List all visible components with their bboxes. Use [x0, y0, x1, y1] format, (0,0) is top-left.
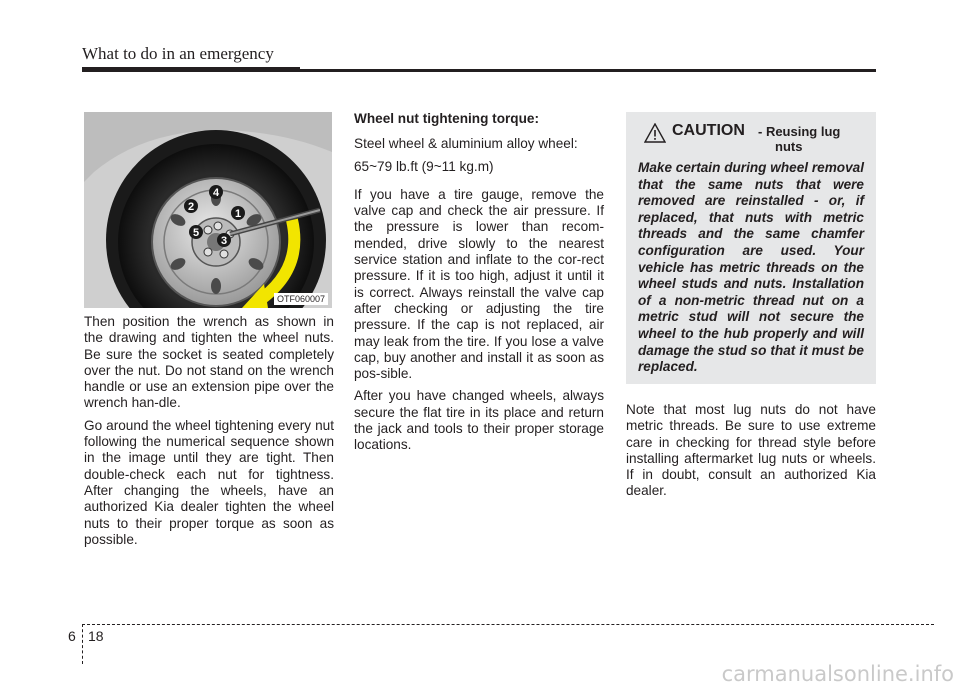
caution-subtitle-line2: nuts	[775, 139, 803, 154]
warning-triangle-icon	[644, 123, 666, 143]
torque-value: 65~79 lb.ft (9~11 kg.m)	[354, 158, 494, 174]
wrench-position-paragraph: Then position the wrench as shown in the drawing and tighten the wheel nuts. Be sure the socket is seated completely over the nut. Do not stand on the wrench handle or use an extension pipe over the wrench han-dle.	[84, 314, 334, 411]
watermark-text: carmanualsonline.info	[721, 662, 954, 686]
sequence-label-2: 2	[187, 201, 195, 213]
store-flat-tire-paragraph: After you have changed wheels, always secure the flat tire in its place and return the jack and tools to their proper storage locations.	[354, 388, 604, 453]
sequence-label-5: 5	[192, 227, 200, 239]
caution-box	[626, 112, 876, 384]
sequence-label-3: 3	[220, 235, 228, 247]
page-section-number: 6	[68, 628, 76, 644]
middle-column	[354, 111, 604, 460]
caution-header	[636, 122, 866, 160]
caution-subtitle-line1: - Reusing lug	[758, 124, 841, 139]
running-header-title: What to do in an emergency	[82, 44, 274, 63]
caution-subtitle	[758, 124, 868, 154]
caution-body-text: Make certain during wheel removal that the same nuts that were removed are reinstalled - or, if replaced, that nuts with metric threads and the same chamfer configuration are used. Your vehicle has metric threads on the wheel studs and nuts. Installation of a non-metric thread nut on a metric stud will not secure the wheel to the hub properly and will damage the stud so that it must be replaced.	[638, 160, 864, 375]
wheel-nut-illustration	[84, 112, 332, 308]
tightening-sequence-paragraph: Go around the wheel tightening every nut following the numerical sequence shown in the image until they are tight. Then double-check each nut for tightness. After changing the wheels, have an authorized Kia dealer tighten the wheel nuts to their proper torque as soon as possible.	[84, 417, 334, 547]
left-column	[84, 314, 334, 554]
tire-pressure-paragraph: If you have a tire gauge, remove the valve cap and check the air pressure. If the pressure is lower than recom-mended, drive slowly to the nearest service station and inflate to the cor-rect pressure. If it is too high, adjust it until it is correct. Always reinstall the valve cap after checking or adjusting the tire pressure. If the cap is not replaced, air may leak from the tire. If you lose a valve cap, buy another and install it as soon as pos-sible.	[354, 186, 604, 382]
figure-code: OTF060007	[274, 293, 328, 305]
footer-rule	[82, 624, 934, 625]
sequence-label-4: 4	[212, 187, 220, 199]
header-rule	[82, 69, 876, 72]
wheel-drawing	[84, 112, 332, 308]
torque-heading: Wheel nut tightening torque:	[354, 111, 539, 126]
caution-label: CAUTION	[672, 122, 745, 139]
torque-wheel-type: Steel wheel & aluminium alloy wheel:	[354, 136, 578, 152]
metric-thread-note: Note that most lug nuts do not have metric threads. Be sure to use extreme care in checking for thread style before installing aftermarket lug nuts or wheels. If in doubt, consult an authorized Kia dealer.	[626, 402, 876, 499]
page-number: 18	[88, 628, 104, 644]
sequence-label-1: 1	[234, 208, 242, 220]
right-column	[626, 402, 876, 506]
footer-divider	[82, 624, 83, 664]
